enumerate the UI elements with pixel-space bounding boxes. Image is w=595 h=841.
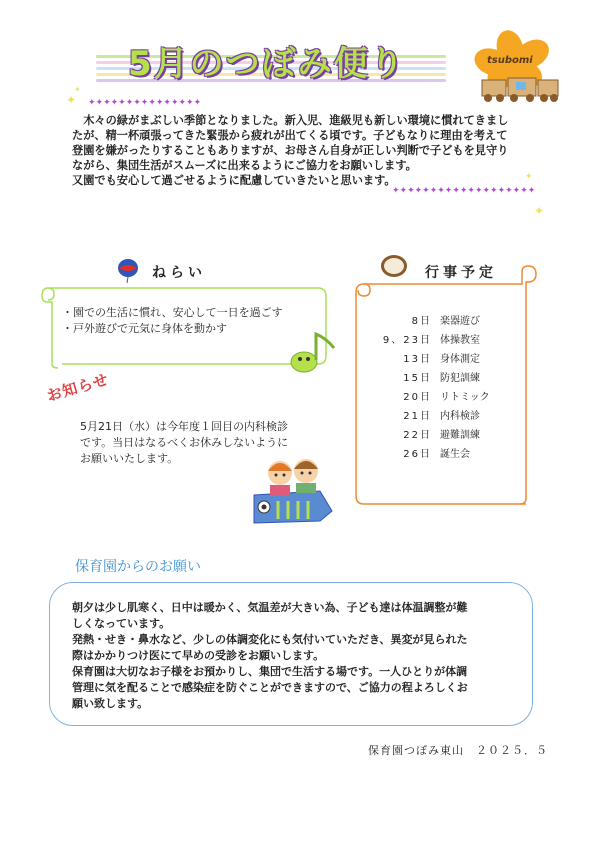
aim-title: ねらい [152,265,206,281]
sparkle-line-bottom: ✦✦✦✦✦✦✦✦✦✦✦✦✦✦✦✦✦✦✦ [392,186,536,196]
event-row [378,445,490,464]
train-and-flower-logo [472,28,562,108]
music-note-icon [290,330,340,374]
intro-line: たが、精一杯頑張ってきた緊張から疲れが出てくる頃です。子どもなりに理由を考えて [72,129,508,142]
aim-list [62,305,283,337]
intro-line: 又園でも安心して過ごせるように配慮していきたいと思います。 [72,174,396,187]
event-date: 22日 [403,430,432,441]
event-name: 身体測定 [440,354,480,365]
aim-item: ・園での生活に慣れ、安心して一日を過ごす [62,306,283,319]
event-name: 楽器遊び [440,316,480,327]
star-icon: ✦ [74,85,81,94]
event-name: 体操教室 [440,335,480,346]
event-row [378,426,490,445]
event-date: 26日 [403,449,432,460]
event-name: 避難訓練 [440,430,480,441]
event-date: 8日 [411,316,432,327]
koinobori-children-illustration [250,455,335,527]
event-row [378,350,490,369]
page-title: 5月のつぼみ便り [128,44,406,84]
event-row [378,407,490,426]
intro-line: 登園を嫌がったりすることもありますが、お母さん自身が正しい判断で子どもを見守り [72,144,509,157]
event-date: 15日 [403,373,432,384]
logo-text: tsubomi [487,55,533,66]
notice-line: 5月21日（水）は今年度１回目の内科検診 [80,420,288,433]
notice-line: です。当日はなるべくお休みしないように [80,436,289,449]
request-line: 際はかかりつけ医にて早めの受診をお願いします。 [72,649,325,662]
event-date: 20日 [403,392,432,403]
request-line: しくなっています。 [72,617,171,630]
request-text [72,600,517,712]
request-line: 願い致します。 [72,697,149,710]
request-line: 発熱・せき・鼻水など、少しの体調変化にも気付いていただき、異変が見られた [72,633,468,646]
request-heading: 保育園からのお願い [75,559,201,575]
events-list [378,312,490,464]
event-name: 防犯訓練 [440,373,480,384]
star-icon: ✦ [525,172,533,182]
intro-line: 木々の緑がまぶしい季節となりました。新入児、進級児も新しい環境に慣れてきまし [72,114,509,127]
footer-signature: 保育園つぼみ東山 ２０２５．５ [368,744,548,757]
balloon-icon [116,258,140,284]
event-date: 9、23日 [382,335,432,346]
request-line: 朝夕は少し肌寒く、日中は暖かく、気温差が大きい為、子ども達は体温調整が難 [72,601,468,614]
event-row [378,369,490,388]
request-line: 管理に気を配ることで感染症を防ぐことができますので、ご協力の程よろしくお [72,681,468,694]
event-date: 13日 [403,354,432,365]
events-title: 行事予定 [425,265,497,281]
star-icon: ✦ [66,93,77,107]
sparkle-line-top: ✦✦✦✦✦✦✦✦✦✦✦✦✦✦✦ [88,98,202,108]
notice-line: お願いいたします。 [80,452,179,465]
event-date: 21日 [403,411,432,422]
drum-icon [380,253,408,279]
star-icon: ✦ [534,204,545,218]
event-row [378,312,490,331]
intro-line: ながら、集団生活がスムーズに出来るようにご協力をお願いします。 [72,159,417,172]
event-name: リトミック [440,392,490,403]
event-row [378,331,490,350]
event-name: 内科検診 [440,411,480,422]
request-line: 保育園は大切なお子様をお預かりし、集団で生活する場です。一人ひとりが体調 [72,665,468,678]
event-row [378,388,490,407]
notice-title: お知らせ [44,370,111,406]
aim-item: ・戸外遊びで元気に身体を動かす [62,322,227,335]
intro-text [72,113,542,188]
event-name: 誕生会 [440,449,470,460]
